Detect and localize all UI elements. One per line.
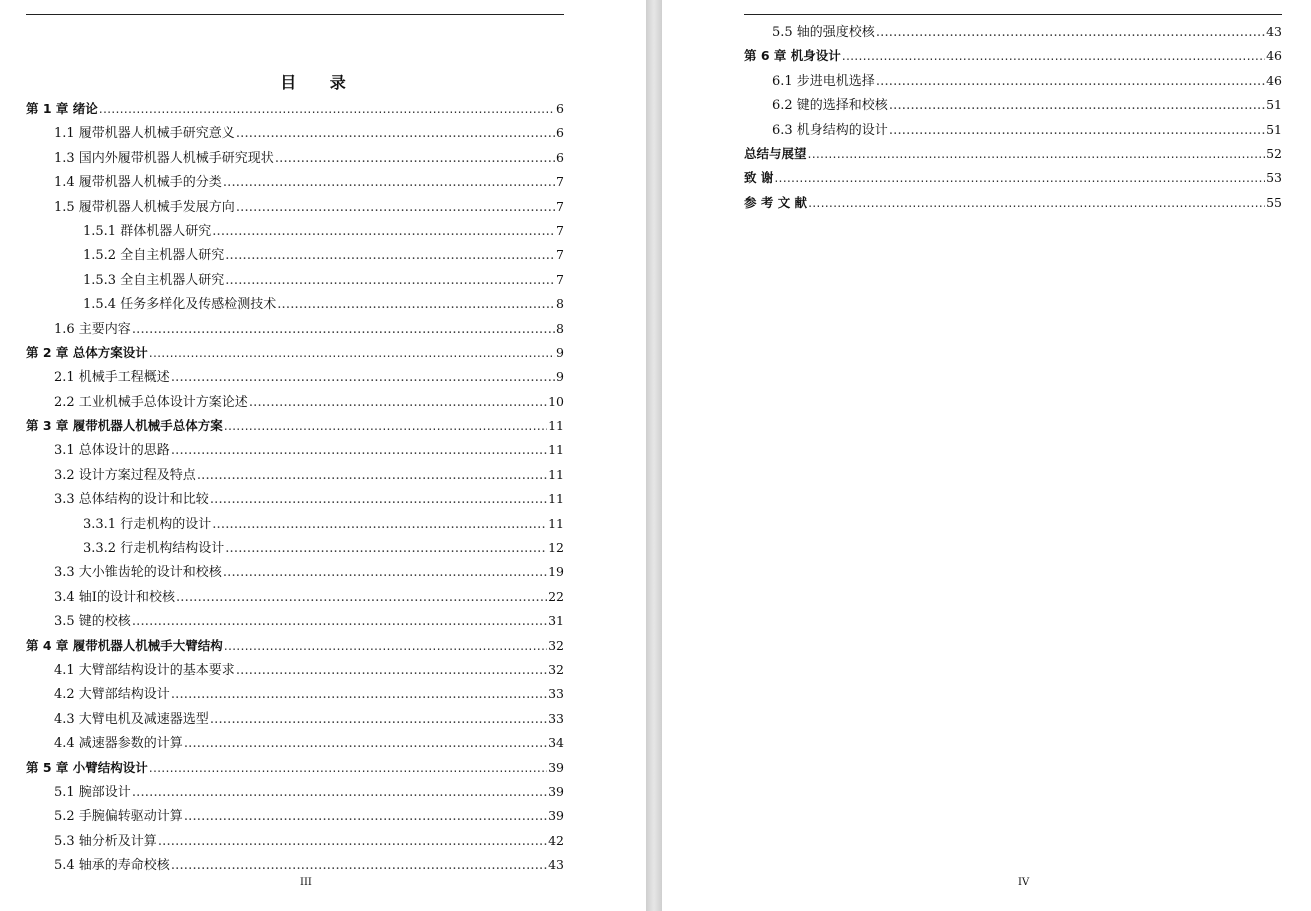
toc-entry[interactable] xyxy=(26,170,564,194)
toc-entry[interactable] xyxy=(26,780,564,804)
toc-entry-label: 5.3 轴分析及计算 xyxy=(54,833,157,849)
toc-entry-label: 5.4 轴承的寿命校核 xyxy=(54,858,170,874)
dot-leader xyxy=(223,561,547,585)
toc-entry-label: 2.2 工业机械手总体设计方案论述 xyxy=(54,394,248,410)
toc-entry[interactable] xyxy=(26,731,564,755)
toc-entry-page: 39 xyxy=(548,759,564,775)
toc-entry-page: 51 xyxy=(1266,121,1282,137)
toc-entry[interactable] xyxy=(26,438,564,462)
toc-entry-label: 1.3 国内外履带机器人机械手研究现状 xyxy=(54,150,274,166)
dot-leader xyxy=(224,634,547,658)
toc-entry[interactable] xyxy=(744,118,1282,142)
toc-title: 目 录 xyxy=(280,73,360,92)
dot-leader xyxy=(774,166,1265,190)
toc-entry-label: 2.1 机械手工程概述 xyxy=(54,370,170,386)
toc-entry-label: 3.5 键的校核 xyxy=(54,614,131,630)
toc-entry-page: 39 xyxy=(548,783,564,799)
toc-entry-page: 10 xyxy=(548,393,564,409)
toc-entry[interactable] xyxy=(26,341,564,365)
toc-entry-page: 43 xyxy=(548,857,564,873)
toc-entry-page: 6 xyxy=(556,101,564,116)
document-page-right xyxy=(662,0,1311,911)
dot-leader xyxy=(876,21,1265,45)
dot-leader xyxy=(132,610,547,634)
toc-entry-label: 1.5.3 全自主机器人研究 xyxy=(83,272,225,288)
dot-leader xyxy=(277,293,555,317)
toc-entry-label: 3.2 设计方案过程及特点 xyxy=(54,467,196,483)
toc-entry-label: 4.2 大臂部结构设计 xyxy=(54,687,170,703)
toc-entry[interactable] xyxy=(26,146,564,170)
toc-entry[interactable] xyxy=(744,69,1282,93)
toc-entry-page: 32 xyxy=(548,637,564,653)
toc-entry-label: 5.1 腕部设计 xyxy=(54,784,131,800)
dot-leader xyxy=(132,318,555,342)
toc-entry[interactable] xyxy=(744,166,1282,190)
page-number: III xyxy=(300,877,312,888)
toc-entry[interactable] xyxy=(26,292,564,316)
toc-entry-label: 第 1 章 绪论 xyxy=(26,101,98,116)
dot-leader xyxy=(225,244,555,268)
toc-entry-page: 7 xyxy=(556,247,564,263)
toc-entry[interactable] xyxy=(744,20,1282,44)
dot-leader xyxy=(212,220,555,244)
toc-entry[interactable] xyxy=(26,609,564,633)
toc-entry-label: 总结与展望 xyxy=(744,145,807,161)
dot-leader xyxy=(249,391,547,415)
dot-leader xyxy=(158,830,547,854)
toc-entry[interactable] xyxy=(744,44,1282,68)
toc-entry[interactable] xyxy=(26,707,564,731)
dot-leader xyxy=(224,414,547,438)
header-rule xyxy=(26,14,564,15)
page-gutter xyxy=(646,0,662,911)
toc-entry[interactable] xyxy=(26,195,564,219)
dot-leader xyxy=(275,147,555,171)
dot-leader xyxy=(149,341,555,365)
toc-list-right xyxy=(744,20,1282,215)
toc-entry-page: 46 xyxy=(1266,72,1282,88)
toc-entry-label: 第 4 章 履带机器人机械手大臂结构 xyxy=(26,637,223,653)
dot-leader xyxy=(176,586,547,610)
dot-leader xyxy=(236,659,547,683)
toc-entry-page: 11 xyxy=(548,515,564,531)
toc-entry-label: 参 考 文 献 xyxy=(744,194,808,210)
dot-leader xyxy=(197,464,547,488)
toc-entry-label: 1.6 主要内容 xyxy=(54,321,131,337)
toc-entry-page: 12 xyxy=(548,540,564,556)
toc-entry[interactable] xyxy=(26,97,564,121)
toc-entry[interactable] xyxy=(26,585,564,609)
toc-entry[interactable] xyxy=(26,121,564,145)
dot-leader xyxy=(223,171,555,195)
toc-entry-page: 46 xyxy=(1266,48,1282,64)
dot-leader xyxy=(171,366,555,390)
dot-leader xyxy=(889,94,1265,118)
dot-leader xyxy=(210,708,547,732)
toc-entry[interactable] xyxy=(744,191,1282,215)
toc-entry-label: 3.3 大小锥齿轮的设计和校核 xyxy=(54,565,222,581)
toc-entry-page: 7 xyxy=(556,222,564,238)
dot-leader xyxy=(808,191,1265,215)
toc-entry[interactable] xyxy=(26,365,564,389)
toc-entry-page: 53 xyxy=(1266,170,1282,186)
toc-entry[interactable] xyxy=(26,804,564,828)
dot-leader xyxy=(842,44,1265,68)
dot-leader xyxy=(149,756,547,780)
dot-leader xyxy=(184,732,547,756)
toc-entry-label: 6.1 步进电机选择 xyxy=(772,73,875,89)
toc-entry-label: 致 谢 xyxy=(744,170,774,186)
toc-entry-label: 3.3.2 行走机构结构设计 xyxy=(83,541,225,557)
toc-entry[interactable] xyxy=(26,756,564,780)
toc-entry[interactable] xyxy=(744,93,1282,117)
toc-entry-page: 51 xyxy=(1266,97,1282,113)
toc-entry[interactable] xyxy=(26,390,564,414)
toc-entry-page: 6 xyxy=(556,125,564,141)
toc-entry-page: 9 xyxy=(556,344,564,360)
toc-entry[interactable] xyxy=(26,560,564,584)
dot-leader xyxy=(225,537,547,561)
dot-leader xyxy=(184,805,547,829)
toc-entry-page: 6 xyxy=(556,149,564,165)
toc-entry[interactable] xyxy=(26,658,564,682)
dot-leader xyxy=(132,781,547,805)
toc-entry[interactable] xyxy=(26,512,564,536)
toc-entry-page: 52 xyxy=(1266,145,1282,161)
toc-entry-page: 31 xyxy=(548,613,564,629)
toc-entry-page: 11 xyxy=(548,418,564,434)
toc-entry[interactable] xyxy=(26,536,564,560)
toc-entry[interactable] xyxy=(26,487,564,511)
toc-entry-label: 4.4 减速器参数的计算 xyxy=(54,736,183,752)
dot-leader xyxy=(236,196,555,220)
toc-entry-page: 33 xyxy=(548,710,564,726)
dot-leader xyxy=(225,269,555,293)
toc-entry-label: 5.2 手腕偏转驱动计算 xyxy=(54,809,183,825)
toc-entry-label: 4.1 大臂部结构设计的基本要求 xyxy=(54,662,235,678)
dot-leader xyxy=(171,439,547,463)
toc-entry-page: 33 xyxy=(548,686,564,702)
toc-entry[interactable] xyxy=(26,829,564,853)
toc-entry-label: 第 3 章 履带机器人机械手总体方案 xyxy=(26,418,223,434)
toc-entry[interactable] xyxy=(26,682,564,706)
toc-entry-label: 1.5.1 群体机器人研究 xyxy=(83,223,212,239)
toc-entry-label: 6.2 键的选择和校核 xyxy=(772,98,888,114)
toc-entry-label: 3.4 轴I的设计和校核 xyxy=(54,589,175,605)
toc-entry-label: 1.4 履带机器人机械手的分类 xyxy=(54,175,222,191)
dot-leader xyxy=(99,97,555,121)
document-page-left xyxy=(0,0,646,911)
toc-entry-page: 11 xyxy=(548,442,564,458)
toc-entry-label: 1.5.2 全自主机器人研究 xyxy=(83,248,225,264)
toc-entry-label: 5.5 轴的强度校核 xyxy=(772,25,875,40)
toc-entry-page: 22 xyxy=(548,588,564,604)
toc-entry-page: 7 xyxy=(556,271,564,287)
toc-entry[interactable] xyxy=(744,142,1282,166)
page-number: IV xyxy=(1018,877,1030,888)
toc-entry[interactable] xyxy=(26,268,564,292)
toc-entry[interactable] xyxy=(26,219,564,243)
dot-leader xyxy=(236,122,555,146)
toc-entry[interactable] xyxy=(26,463,564,487)
toc-entry-label: 3.3.1 行走机构的设计 xyxy=(83,516,212,532)
toc-entry-label: 第 5 章 小臂结构设计 xyxy=(26,759,148,775)
toc-entry-page: 39 xyxy=(548,808,564,824)
header-rule xyxy=(744,14,1282,15)
dot-leader xyxy=(171,854,547,878)
dot-leader xyxy=(210,488,547,512)
toc-entry-page: 11 xyxy=(548,491,564,507)
dot-leader xyxy=(889,119,1265,143)
toc-entry-label: 3.3 总体结构的设计和比较 xyxy=(54,492,209,508)
toc-entry-page: 42 xyxy=(548,832,564,848)
toc-entry-label: 1.1 履带机器人机械手研究意义 xyxy=(54,126,235,142)
dot-leader xyxy=(876,70,1265,94)
toc-entry-page: 43 xyxy=(1266,24,1282,39)
toc-entry-page: 11 xyxy=(548,466,564,482)
toc-entry[interactable] xyxy=(26,317,564,341)
toc-entry-label: 1.5.4 任务多样化及传感检测技术 xyxy=(83,297,277,313)
toc-entry-page: 7 xyxy=(556,174,564,190)
toc-entry-label: 第 2 章 总体方案设计 xyxy=(26,344,148,360)
dot-leader xyxy=(808,142,1266,166)
toc-entry-label: 1.5 履带机器人机械手发展方向 xyxy=(54,199,235,215)
toc-list-left xyxy=(26,97,564,878)
toc-entry[interactable] xyxy=(26,243,564,267)
toc-entry-page: 8 xyxy=(556,320,564,336)
toc-entry[interactable] xyxy=(26,853,564,877)
toc-entry-page: 7 xyxy=(556,198,564,214)
toc-entry-label: 第 6 章 机身设计 xyxy=(744,48,841,64)
toc-entry[interactable] xyxy=(26,414,564,438)
toc-entry-label: 6.3 机身结构的设计 xyxy=(772,122,888,138)
toc-entry-page: 8 xyxy=(556,296,564,312)
toc-entry-page: 19 xyxy=(548,564,564,580)
toc-entry-page: 32 xyxy=(548,661,564,677)
toc-entry-label: 3.1 总体设计的思路 xyxy=(54,443,170,459)
dot-leader xyxy=(171,683,547,707)
toc-entry-label: 4.3 大臂电机及减速器选型 xyxy=(54,711,209,727)
toc-entry-page: 55 xyxy=(1266,194,1282,210)
dot-leader xyxy=(212,513,547,537)
toc-entry[interactable] xyxy=(26,634,564,658)
toc-entry-page: 9 xyxy=(556,369,564,385)
toc-entry-page: 34 xyxy=(548,735,564,751)
